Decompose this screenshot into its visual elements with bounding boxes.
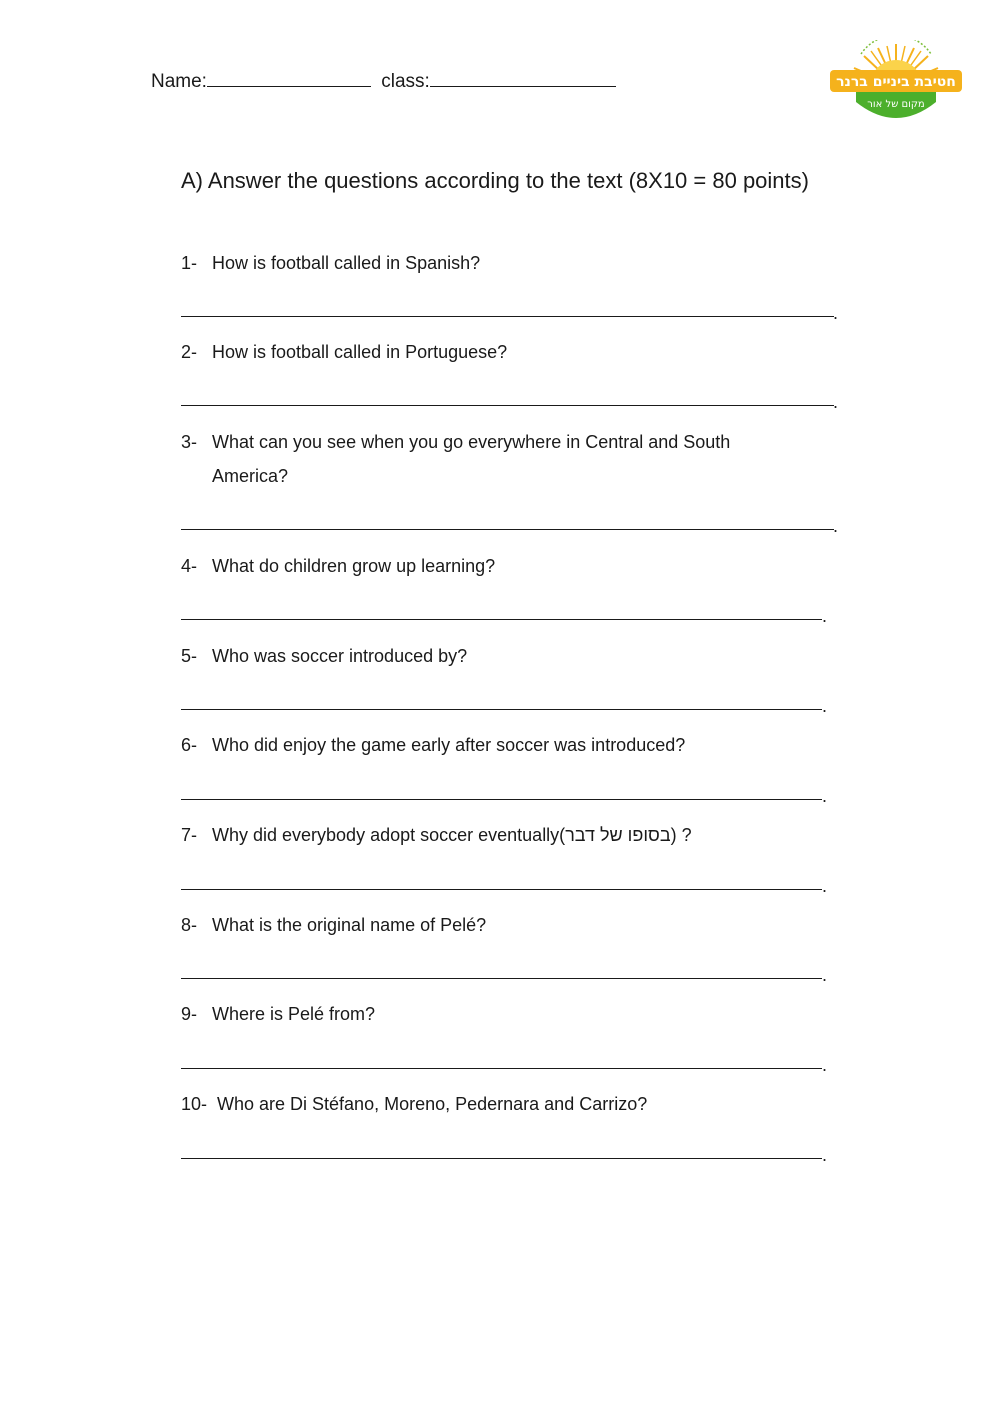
answer-line-7[interactable]: [181, 889, 822, 890]
class-label: class:: [381, 71, 430, 92]
question-text: Who was soccer introduced by?: [212, 646, 468, 666]
question-number: 4-: [181, 556, 198, 576]
answer-end-mark: .: [822, 1145, 828, 1165]
question-number: 5-: [181, 646, 198, 666]
answer-line-1[interactable]: [181, 316, 834, 317]
class-blank[interactable]: [430, 68, 616, 87]
answer-line-6[interactable]: [181, 799, 822, 800]
question-number: 1-: [181, 253, 198, 273]
answer-line-8[interactable]: [181, 978, 822, 979]
answer-end-mark: .: [822, 1055, 828, 1075]
school-tagline: מקום של אור: [867, 99, 925, 110]
answer-end-mark: .: [833, 392, 839, 412]
answer-line-9[interactable]: [181, 1068, 822, 1069]
question-text: What is the original name of Pelé?: [212, 915, 487, 935]
section-title: A) Answer the questions according to the text (8X10 = 80 points): [181, 168, 809, 193]
answer-end-mark: .: [822, 965, 828, 985]
question-text: Why did everybody adopt soccer eventually(בסופו של דבר) ?: [212, 825, 692, 845]
question-text: Where is Pelé from?: [212, 1004, 376, 1024]
question-number: 8-: [181, 915, 198, 935]
answer-line-5[interactable]: [181, 709, 822, 710]
question-text: What can you see when you go everywhere in Central and South America?: [212, 432, 731, 486]
school-name: חטיבת ביניים ברנר: [836, 74, 956, 90]
answer-end-mark: .: [833, 516, 839, 536]
answer-end-mark: .: [822, 696, 828, 716]
answer-line-4[interactable]: [181, 619, 822, 620]
answer-end-mark: .: [822, 786, 828, 806]
answer-end-mark: .: [822, 606, 828, 626]
question-number: 6-: [181, 735, 198, 755]
answer-line-3[interactable]: [181, 529, 834, 530]
name-label: Name:: [151, 71, 207, 92]
question-text: Who did enjoy the game early after soccer was introduced?: [212, 735, 686, 755]
question-number: 2-: [181, 342, 198, 362]
answer-line-2[interactable]: [181, 405, 834, 406]
question-number: 9-: [181, 1004, 198, 1024]
answer-end-mark: .: [833, 303, 839, 323]
question-number: 3-: [181, 432, 198, 452]
answer-end-mark: .: [822, 876, 828, 896]
question-text: What do children grow up learning?: [212, 556, 496, 576]
question-number: 10-: [181, 1094, 208, 1114]
student-info-line: [151, 68, 616, 93]
question-text: How is football called in Spanish?: [212, 253, 481, 273]
question-text: Who are Di Stéfano, Moreno, Pedernara and Carrizo?: [217, 1094, 648, 1114]
answer-line-10[interactable]: [181, 1158, 822, 1159]
question-text: How is football called in Portuguese?: [212, 342, 508, 362]
name-blank[interactable]: [207, 68, 371, 87]
school-logo: [826, 40, 966, 128]
question-number: 7-: [181, 825, 198, 845]
